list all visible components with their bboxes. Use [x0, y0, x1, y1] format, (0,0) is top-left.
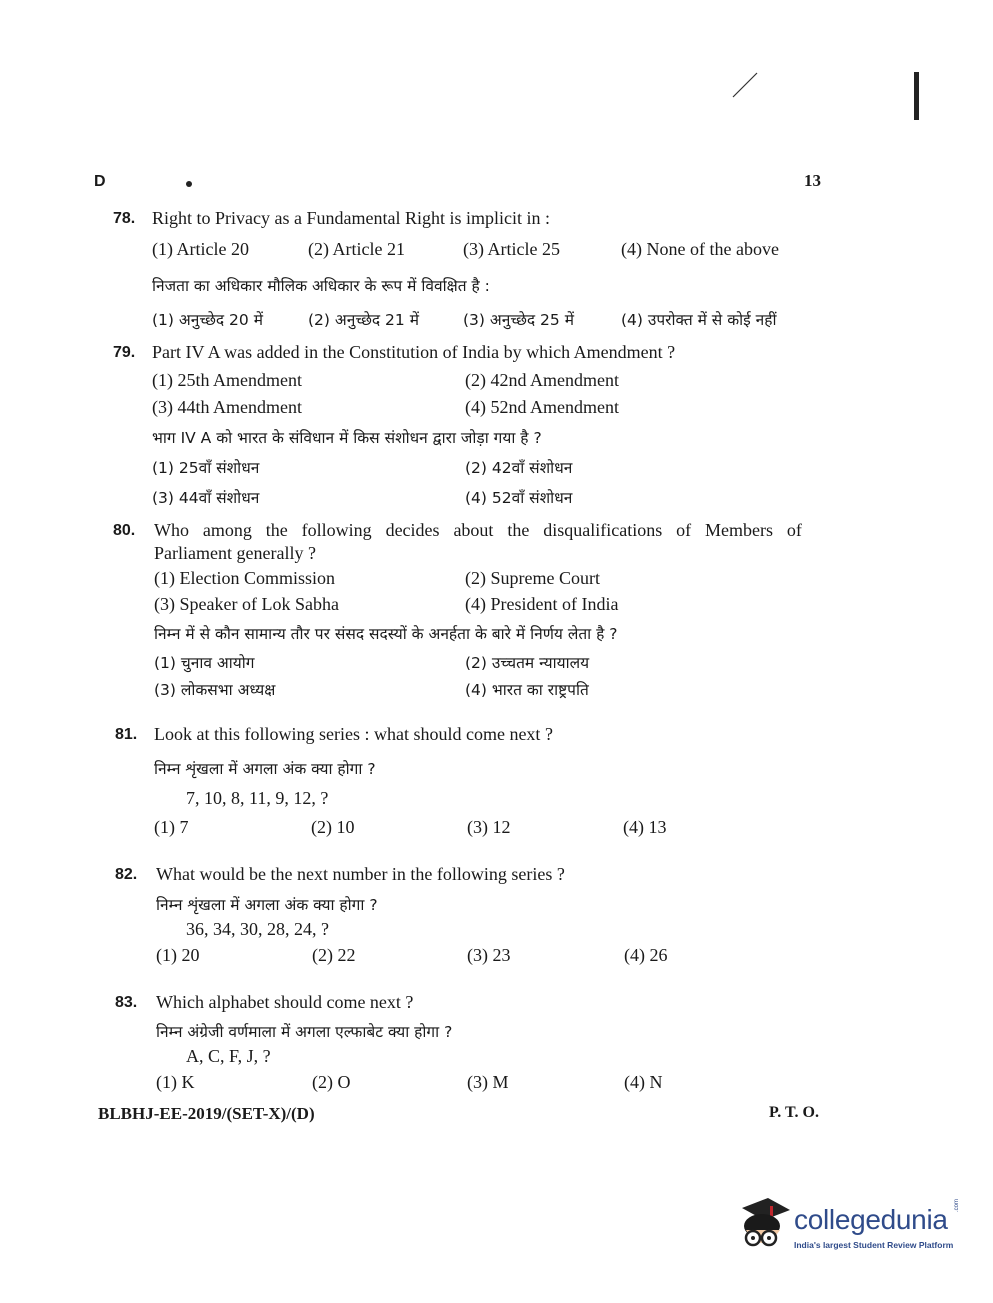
- question-text-en: What would be the next number in the following series ?: [156, 864, 565, 884]
- option-3-hi: (3) 44वाँ संशोधन: [152, 489, 260, 507]
- scan-mark: [186, 181, 192, 187]
- option-1-hi: (1) चुनाव आयोग: [154, 654, 255, 672]
- question-text-hi: निम्न अंग्रेजी वर्णमाला में अगला एल्फाबेट क्या होगा ?: [156, 1023, 453, 1041]
- option-4: (4) 26: [624, 945, 668, 965]
- option-4-hi: (4) उपरोक्त में से कोई नहीं: [621, 311, 777, 329]
- series: 36, 34, 30, 28, 24, ?: [186, 919, 329, 939]
- option-4: (4) President of India: [465, 594, 619, 614]
- option-4-hi: (4) 52वाँ संशोधन: [465, 489, 573, 507]
- question-text-hi: भाग IV A को भारत के संविधान में किस संशोधन द्वारा जोड़ा गया है ?: [152, 429, 542, 447]
- question-text-hi: निम्न में से कौन सामान्य तौर पर संसद सदस्यों के अनर्हता के बारे में निर्णय लेता है ?: [154, 625, 618, 643]
- question-text-en: Part IV A was added in the Constitution of India by which Amendment ?: [152, 342, 676, 362]
- question-text-hi: निम्न शृंखला में अगला अंक क्या होगा ?: [154, 760, 376, 778]
- scan-mark: [914, 72, 919, 120]
- set-letter: D: [94, 173, 106, 190]
- option-2: (2) O: [312, 1072, 351, 1092]
- question-number: 80.: [113, 522, 136, 539]
- question-number: 82.: [115, 866, 138, 883]
- option-3: (3) 23: [467, 945, 511, 965]
- option-1: (1) Election Commission: [154, 568, 335, 588]
- option-3: (3) Article 25: [463, 239, 560, 259]
- option-4-hi: (4) भारत का राष्ट्रपति: [465, 681, 589, 699]
- option-1: (1) 25th Amendment: [152, 370, 302, 390]
- option-4: (4) 52nd Amendment: [465, 397, 619, 417]
- mascot-icon: [736, 1196, 792, 1258]
- option-3: (3) Speaker of Lok Sabha: [154, 594, 339, 614]
- option-3: (3) 12: [467, 817, 511, 837]
- option-2: (2) 10: [311, 817, 355, 837]
- option-2-hi: (2) अनुच्छेद 21 में: [308, 311, 419, 329]
- option-3-hi: (3) लोकसभा अध्यक्ष: [154, 681, 276, 699]
- option-4: (4) 13: [623, 817, 667, 837]
- question-text-en: Which alphabet should come next ?: [156, 992, 414, 1012]
- question-text-en: Right to Privacy as a Fundamental Right is implicit in :: [152, 208, 550, 228]
- question-number: 79.: [113, 344, 136, 361]
- option-2: (2) 22: [312, 945, 356, 965]
- option-1: (1) 7: [154, 817, 189, 837]
- option-2: (2) 42nd Amendment: [465, 370, 619, 390]
- option-2-hi: (2) 42वाँ संशोधन: [465, 459, 573, 477]
- collegedunia-logo[interactable]: [736, 1196, 966, 1266]
- series: 7, 10, 8, 11, 9, 12, ?: [186, 788, 329, 808]
- option-1: (1) 20: [156, 945, 200, 965]
- option-3: (3) 44th Amendment: [152, 397, 302, 417]
- option-1: (1) Article 20: [152, 239, 249, 259]
- question-text-hi: निम्न शृंखला में अगला अंक क्या होगा ?: [156, 896, 378, 914]
- question-number: 83.: [115, 994, 138, 1011]
- question-text-en: Look at this following series : what should come next ?: [154, 724, 553, 744]
- option-1-hi: (1) अनुच्छेद 20 में: [152, 311, 263, 329]
- option-3-hi: (3) अनुच्छेद 25 में: [463, 311, 574, 329]
- question-number: 81.: [115, 726, 138, 743]
- logo-domain: .com: [954, 1198, 960, 1212]
- paper-code: BLBHJ-EE-2019/(SET-X)/(D): [98, 1104, 315, 1123]
- page-number: 13: [804, 171, 821, 190]
- question-text-hi: निजता का अधिकार मौलिक अधिकार के रूप में विवक्षित है :: [152, 277, 490, 295]
- pen-stroke: [730, 70, 760, 100]
- option-4: (4) N: [624, 1072, 663, 1092]
- page-turn-note: P. T. O.: [769, 1104, 819, 1121]
- option-2: (2) Supreme Court: [465, 568, 600, 588]
- option-3: (3) M: [467, 1072, 509, 1092]
- question-number: 78.: [113, 210, 136, 227]
- question-text-en-line1: Who among the following decides about the disqualifications of Members of: [154, 520, 802, 540]
- logo-wordmark: collegedunia: [794, 1204, 948, 1235]
- option-2-hi: (2) उच्चतम न्यायालय: [465, 654, 590, 672]
- option-1-hi: (1) 25वाँ संशोधन: [152, 459, 260, 477]
- logo-tagline: India's largest Student Review Platform: [794, 1240, 954, 1250]
- option-2: (2) Article 21: [308, 239, 405, 259]
- question-text-en-line2: Parliament generally ?: [154, 543, 316, 563]
- option-1: (1) K: [156, 1072, 195, 1092]
- option-4: (4) None of the above: [621, 239, 779, 259]
- series: A, C, F, J, ?: [186, 1046, 271, 1066]
